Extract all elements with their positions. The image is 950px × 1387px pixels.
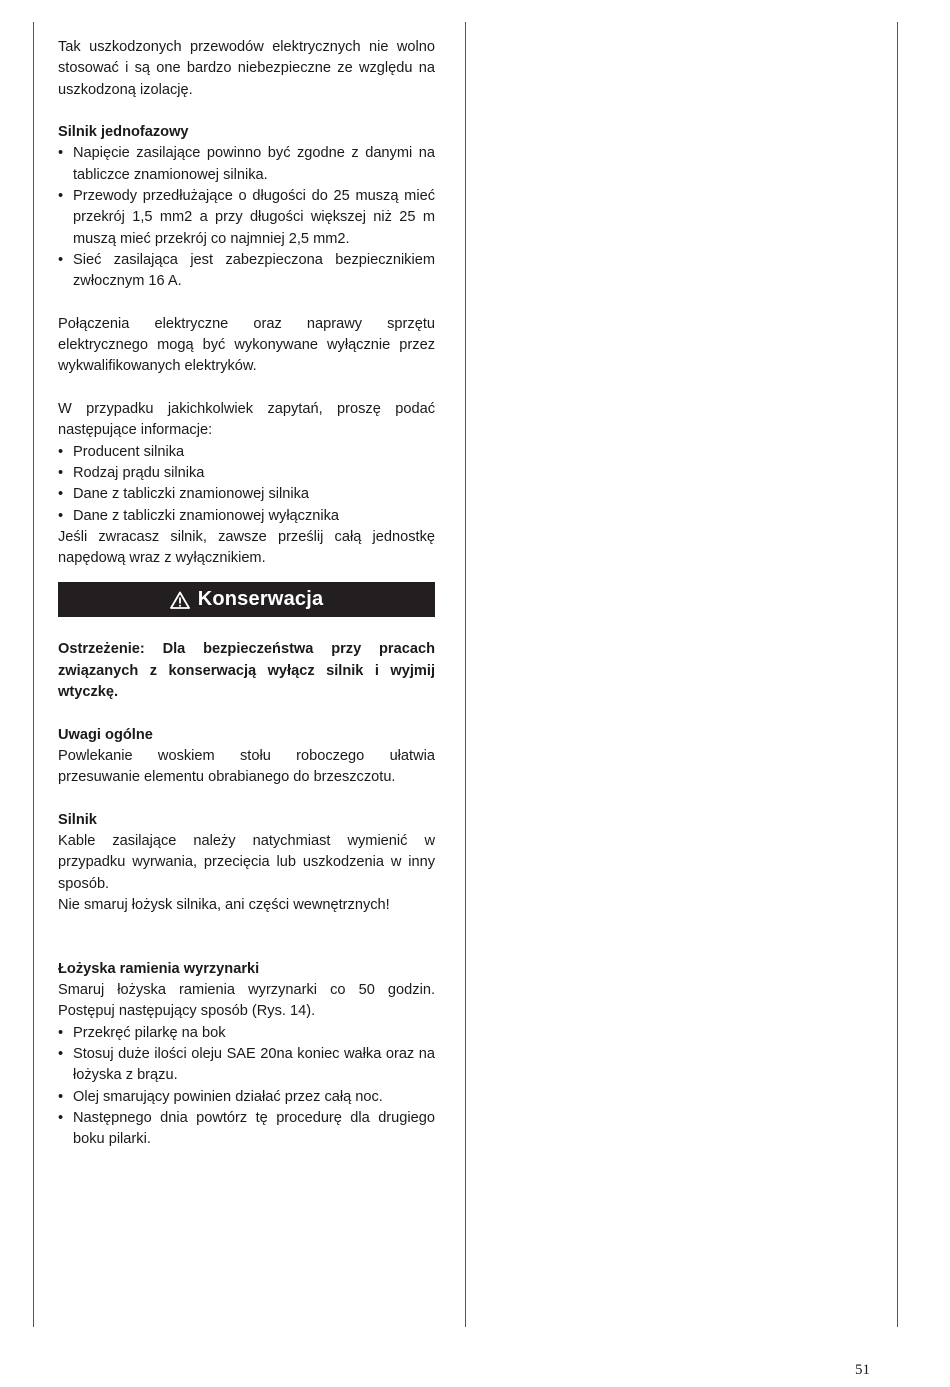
inquiry-intro: W przypadku jakichkolwiek zapytań, proszę podać następujące informacje:	[58, 401, 435, 439]
bearings-list	[58, 1023, 435, 1151]
single-phase-list	[58, 143, 435, 292]
motor-note: Nie smaruj łożysk silnika, ani części wewnętrznych!	[58, 896, 390, 913]
page-number: 51	[855, 1362, 870, 1378]
inquiry-list	[58, 442, 435, 527]
list-item: • Przewody przedłużające o długości do 25 muszą mieć przekrój 1,5 mm2 a przy długości większej niż 25 m muszą mieć przekrój co najmniej 2,5 mm2.	[58, 186, 435, 250]
list-item: • Napięcie zasilające powinno być zgodne z danymi na tabliczce znamionowej silnika.	[58, 143, 435, 186]
left-column	[58, 37, 435, 1151]
list-item: • Sieć zasilająca jest zabezpieczona bezpiecznikiem zwłocznym 16 A.	[58, 250, 435, 293]
motor-heading: Silnik	[58, 811, 97, 828]
bearings-text: Smaruj łożyska ramienia wyrzynarki co 50 godzin. Postępuj następujący sposób (Rys. 14).	[58, 982, 435, 1020]
maintenance-title: Konserwacja	[197, 588, 324, 611]
list-item: • Stosuj duże ilości oleju SAE 20na koniec wałka oraz na łożyska z brązu.	[58, 1044, 435, 1087]
safety-warning: Ostrzeżenie: Dla bezpieczeństwa przy pracach związanych z konserwacją wyłącz silnik i wyjmij wtyczkę.	[58, 641, 435, 701]
list-item: • Rodzaj prądu silnika	[58, 463, 435, 484]
inquiry-outro: Jeśli zwracasz silnik, zawsze prześlij całą jednostkę napędową wraz z wyłącznikiem.	[58, 528, 435, 567]
list-item: • Następnego dnia powtórz tę procedurę dla drugiego boku pilarki.	[58, 1108, 435, 1151]
list-item: • Olej smarujący powinien działać przez całą noc.	[58, 1087, 435, 1108]
list-item: • Dane z tabliczki znamionowej wyłącznika	[58, 506, 435, 527]
maintenance-banner	[58, 582, 435, 617]
motor-text: Kable zasilające należy natychmiast wymienić w przypadku wyrwania, przecięcia lub uszkodzenia w inny sposób.	[58, 833, 435, 892]
right-margin-rule	[897, 22, 898, 1327]
left-margin-rule	[33, 22, 34, 1327]
warning-triangle-icon	[170, 591, 190, 609]
general-notes-text: Powlekanie woskiem stołu roboczego ułatwia przesuwanie elementu obrabianego do brzeszczotu.	[58, 747, 435, 786]
single-phase-heading: Silnik jednofazowy	[58, 124, 189, 141]
bearings-heading: Łożyska ramienia wyrzynarki	[58, 960, 260, 977]
column-divider-rule	[465, 22, 466, 1327]
damaged-cables-paragraph: Tak uszkodzonych przewodów elektrycznych nie wolno stosować i są one bardzo niebezpieczne ze względu na uszkodzoną izolację.	[58, 39, 435, 98]
list-item: • Dane z tabliczki znamionowej silnika	[58, 484, 435, 505]
list-item: • Przekręć pilarkę na bok	[58, 1023, 435, 1044]
general-notes-heading: Uwagi ogólne	[58, 726, 153, 743]
connections-paragraph: Połączenia elektryczne oraz naprawy sprzętu elektrycznego mogą być wykonywane wyłącznie przez wykwalifikowanych elektryków.	[58, 315, 435, 375]
list-item: • Producent silnika	[58, 442, 435, 463]
